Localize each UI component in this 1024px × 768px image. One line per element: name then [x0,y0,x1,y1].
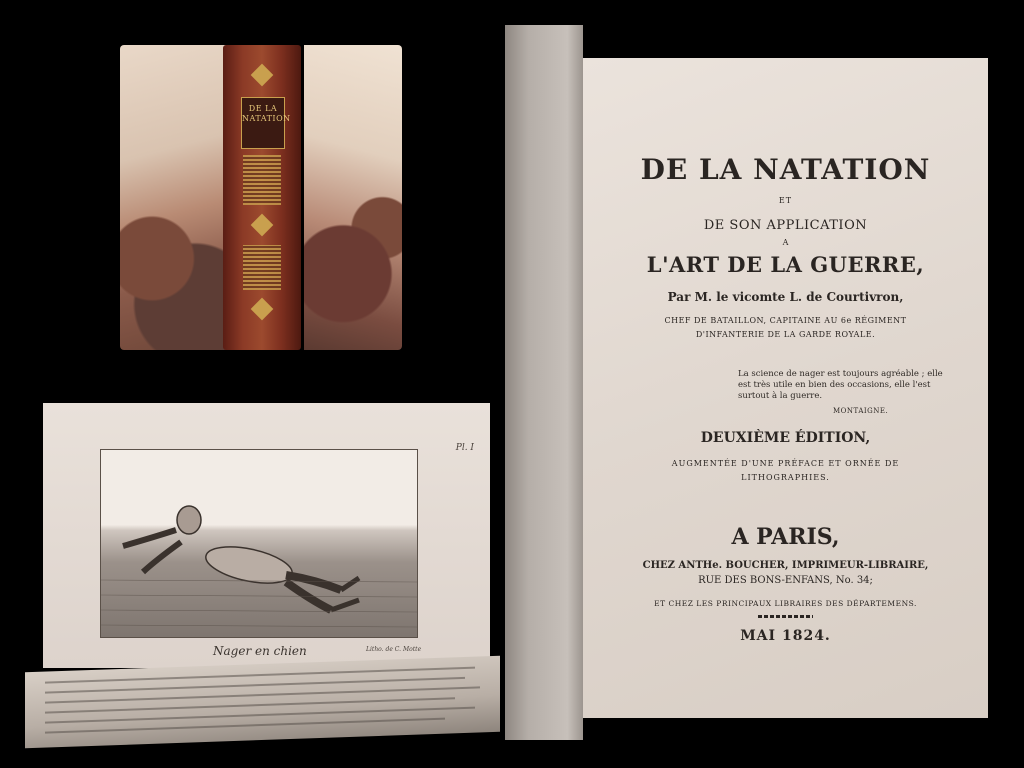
publisher-line1: CHEZ ANTHe. BOUCHER, IMPRIMEUR-LIBRAIRE, [642,560,929,571]
spine-title-line2: NATATION [242,114,291,123]
spine-title-line1: DE LA [248,104,278,113]
swimmer-illustration [101,450,417,637]
book-author: Par M. le vicomte L. de Courtivron, [667,290,904,304]
spine-ornament-icon [251,64,274,87]
title-page-photo [505,25,1005,740]
title-preposition: A [782,238,789,247]
spine-ornament-icon [251,214,274,237]
book-spine [223,45,301,350]
book-cover-left [120,45,227,350]
open-book-pages [25,656,500,749]
spine-title-label [241,97,291,149]
illustration-plate [43,403,490,668]
edition: DEUXIÈME ÉDITION, [700,430,871,446]
book-subtitle: DE SON APPLICATION [703,218,868,233]
author-rank-line1: CHEF DE BATAILLON, CAPITAINE AU 6e RÉGIMENT [664,316,907,325]
publisher-line2: RUE DES BONS-ENFANS, No. 34; [698,575,873,586]
edition-note-line2: LITHOGRAPHIES. [741,473,830,482]
author-rank-line2: D'INFANTERIE DE LA GARDE ROYALE. [695,330,876,339]
page-edge [505,25,583,740]
edition-note-line1: AUGMENTÉE D'UNE PRÉFACE ET ORNÉE DE [671,459,900,468]
title-conjunction: ET [778,196,793,205]
spine-gilt-band [243,155,281,205]
book-subtitle-2: L'ART DE LA GUERRE, [646,252,925,277]
book-title: DE LA NATATION [640,153,931,186]
spine-ornament-icon [251,298,274,321]
plate-number: Pl. I [455,443,474,453]
publisher-line3: ET CHEZ LES PRINCIPAUX LIBRAIRES DES DÉPARTEMENS. [654,599,917,608]
plate-credit: Litho. de C. Motte [366,646,422,653]
epigraph-quote: La science de nager est toujours agréable ; elle est très utile en bien des occasions, elle l'est surtout à la guerre. [738,369,943,401]
title-page [583,58,988,718]
epigraph-author: MONTAIGNE. [833,407,889,415]
decorative-rule [758,615,813,618]
publication-city: A PARIS, [731,524,840,550]
plate-illustration [100,449,418,638]
book-cover-right [304,45,402,350]
spine-gilt-band [243,245,281,290]
text-line [45,667,475,684]
book-spine-photo [120,45,402,350]
plate-caption: Nager en chien [213,644,307,658]
publication-date: MAI 1824. [740,628,831,644]
